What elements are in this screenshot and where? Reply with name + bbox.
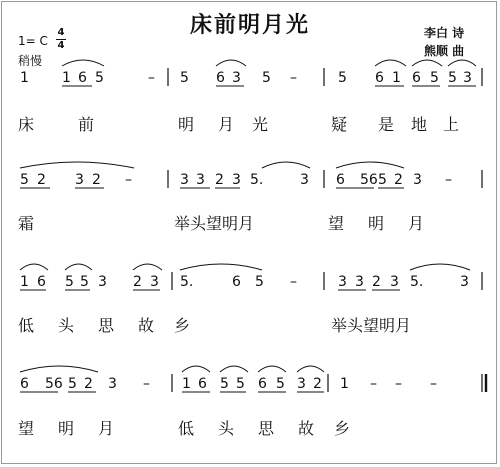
lyric-char: 地 bbox=[411, 115, 428, 134]
lyric-char: 乡 bbox=[334, 419, 351, 438]
slur-arc bbox=[20, 162, 134, 168]
note: 6 bbox=[198, 376, 207, 392]
note: 6 bbox=[20, 376, 29, 392]
note: 6 bbox=[232, 274, 241, 290]
slur-arc bbox=[20, 264, 48, 270]
slur-arc bbox=[375, 60, 406, 66]
lyric-char: 月 bbox=[408, 214, 425, 233]
slur-arc bbox=[410, 264, 470, 270]
note: 5 bbox=[65, 274, 74, 290]
slur-arc bbox=[258, 366, 286, 372]
note: 3 bbox=[297, 376, 306, 392]
note: 1 bbox=[392, 70, 401, 86]
note: 2 bbox=[215, 172, 224, 188]
slur-arc bbox=[336, 162, 404, 168]
slur-arc bbox=[62, 60, 104, 66]
lyric-char: 疑 bbox=[331, 115, 348, 134]
note: – bbox=[445, 172, 452, 188]
slur-arc bbox=[297, 366, 324, 372]
lyric-phrase: 举头望明月 bbox=[331, 316, 412, 335]
lyric-char: 床 bbox=[18, 115, 35, 134]
note: 3 bbox=[232, 172, 241, 188]
note: 3 bbox=[108, 376, 117, 392]
note: 2 bbox=[313, 376, 322, 392]
note: 5 bbox=[255, 274, 264, 290]
composer-credit: 熊顺 曲 bbox=[424, 44, 465, 58]
note: 2 bbox=[37, 172, 46, 188]
lyric-char: 低 bbox=[18, 316, 35, 335]
note: 5 bbox=[236, 376, 245, 392]
note: – bbox=[370, 376, 377, 392]
slur-arc bbox=[182, 366, 210, 372]
note: 56 bbox=[360, 172, 378, 188]
note: 2 bbox=[133, 274, 142, 290]
slur-arc bbox=[180, 264, 262, 270]
note: 1 bbox=[62, 70, 71, 86]
note: 5 bbox=[95, 70, 104, 86]
note: 6 bbox=[78, 70, 87, 86]
lyric-char: 明 bbox=[178, 115, 195, 134]
note: 5 bbox=[276, 376, 285, 392]
note: 3 bbox=[460, 274, 469, 290]
note: 3 bbox=[300, 172, 309, 188]
note: 1 bbox=[182, 376, 191, 392]
slur-arc bbox=[65, 264, 92, 270]
note: – bbox=[290, 70, 297, 86]
lyric-char: 是 bbox=[378, 115, 395, 134]
lyric-char: 乡 bbox=[174, 316, 191, 335]
lyric-char: 头 bbox=[218, 419, 235, 438]
lyric-phrase: 举头望明月 bbox=[174, 214, 255, 233]
note: 1 bbox=[340, 376, 349, 392]
note: 5 bbox=[262, 70, 271, 86]
lyric-char: 明 bbox=[368, 214, 385, 233]
note: 3 bbox=[98, 274, 107, 290]
note: 3 bbox=[196, 172, 205, 188]
note: – bbox=[395, 376, 402, 392]
note: 3 bbox=[463, 70, 472, 86]
lyric-char: 故 bbox=[138, 316, 155, 335]
tempo-marking: 稍慢 bbox=[18, 54, 43, 68]
lyric-char: 前 bbox=[78, 115, 95, 134]
note: – bbox=[290, 274, 297, 290]
lyric-char: 望 bbox=[18, 419, 35, 438]
note: 5. bbox=[410, 274, 424, 290]
slur-arc bbox=[133, 264, 162, 270]
note: 2 bbox=[394, 172, 403, 188]
note: 1 bbox=[20, 274, 29, 290]
lyric-char: 望 bbox=[328, 214, 345, 233]
note: 3 bbox=[355, 274, 364, 290]
slur-arc bbox=[262, 162, 310, 168]
note: 5 bbox=[80, 274, 89, 290]
note: 6 bbox=[37, 274, 46, 290]
note: – bbox=[143, 376, 150, 392]
note: 2 bbox=[84, 376, 93, 392]
note: 5 bbox=[378, 172, 387, 188]
lyricist-credit: 李白 诗 bbox=[424, 26, 465, 40]
note: – bbox=[148, 70, 155, 86]
note: – bbox=[125, 172, 132, 188]
lyric-char: 思 bbox=[98, 316, 115, 335]
note: 6 bbox=[412, 70, 421, 86]
slur-arc bbox=[412, 60, 442, 66]
slur-arc bbox=[220, 366, 248, 372]
lyric-char: 头 bbox=[58, 316, 75, 335]
note: 6 bbox=[258, 376, 267, 392]
slur-arc bbox=[216, 60, 246, 66]
note: 6 bbox=[375, 70, 384, 86]
note: 2 bbox=[92, 172, 101, 188]
note: 5 bbox=[68, 376, 77, 392]
note: 5. bbox=[250, 172, 264, 188]
meter-top: 4 bbox=[57, 27, 65, 38]
lyric-char: 故 bbox=[298, 419, 315, 438]
lyric-char: 月 bbox=[218, 115, 235, 134]
song-title: 床前明月光 bbox=[189, 13, 310, 38]
note: 5. bbox=[180, 274, 194, 290]
note: 5 bbox=[430, 70, 439, 86]
meter-bottom: 4 bbox=[57, 40, 65, 51]
slur-arc bbox=[448, 60, 476, 66]
note: 5 bbox=[220, 376, 229, 392]
lyric-char: 霜 bbox=[18, 214, 35, 233]
lyric-char: 上 bbox=[443, 115, 460, 134]
lyric-char: 明 bbox=[58, 419, 75, 438]
note: 3 bbox=[150, 274, 159, 290]
note: 2 bbox=[372, 274, 381, 290]
lyric-char: 思 bbox=[258, 419, 275, 438]
note: 5 bbox=[338, 70, 347, 86]
slur-arc bbox=[20, 366, 98, 372]
note: 6 bbox=[216, 70, 225, 86]
note: 3 bbox=[413, 172, 422, 188]
note: 3 bbox=[390, 274, 399, 290]
note: 3 bbox=[338, 274, 347, 290]
note: 5 bbox=[180, 70, 189, 86]
note: – bbox=[430, 376, 437, 392]
note: 56 bbox=[45, 376, 63, 392]
lyric-char: 月 bbox=[98, 419, 115, 438]
note: 5 bbox=[448, 70, 457, 86]
lyric-char: 低 bbox=[178, 419, 195, 438]
note: 1 bbox=[20, 70, 29, 86]
key-signature: 1= C bbox=[18, 34, 48, 48]
note: 3 bbox=[180, 172, 189, 188]
note: 6 bbox=[336, 172, 345, 188]
lyric-char: 光 bbox=[252, 115, 269, 134]
note: 5 bbox=[20, 172, 29, 188]
note: 3 bbox=[232, 70, 241, 86]
note: 3 bbox=[75, 172, 84, 188]
